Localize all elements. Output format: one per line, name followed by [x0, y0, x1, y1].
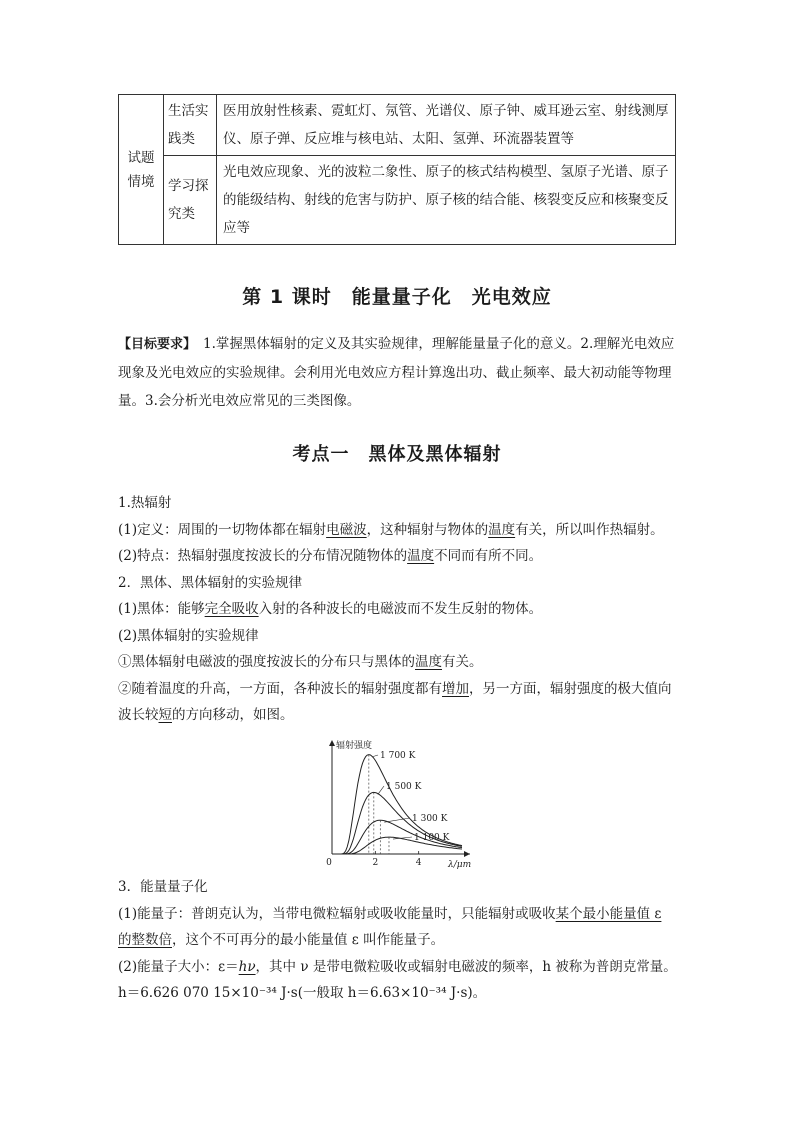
text-run: 入射的各种波长的电磁波而不发生反射的物体。	[258, 601, 543, 617]
context-table	[118, 94, 676, 245]
answer-underline: 某个最小能量值 ε 的整数倍	[118, 905, 662, 948]
x-tick-label: 2	[372, 858, 379, 868]
category-cell	[164, 95, 217, 156]
text-run: 有关，所以叫作热辐射。	[515, 521, 664, 538]
answer-underline: 温度	[488, 521, 516, 538]
heading-blackbody: 2．黑体、黑体辐射的实验规律	[118, 574, 303, 591]
section-body-1	[118, 490, 678, 729]
text-run: ①黑体辐射电磁波的强度按波长的分布只与黑体的	[118, 654, 415, 670]
text-run: (1)黑体：能够	[118, 601, 205, 617]
text-run: (1)能量子：普朗克认为，当带电微粒辐射或吸收能量时，只能辐射或吸收	[118, 905, 556, 922]
paragraph-quantum	[118, 901, 678, 954]
text-run: ②随着温度的升高，一方面，各种波长的辐射强度都有	[118, 680, 442, 697]
text-run: 不同而有所不同。	[434, 548, 543, 564]
category-label: 生活实践类	[168, 103, 209, 147]
content-text: 光电效应现象、光的波粒二象性、原子的核式结构模型、氢原子光谱、原子的能级结构、射线的危害与防护、原子核的结合能、核裂变反应和核聚变反应等	[223, 164, 669, 236]
label-leader-1	[378, 786, 384, 794]
text-run: (2)能量子大小：ε＝	[118, 958, 239, 975]
content-text: 医用放射性核素、霓虹灯、氖管、光谱仪、原子钟、威耳逊云室、射线测厚仪、原子弹、反应堆与核电站、太阳、氢弹、环流器装置等	[223, 103, 669, 147]
answer-underline: 电磁波	[326, 521, 367, 538]
series-label: 1 300 K	[412, 814, 448, 824]
table-row	[119, 95, 676, 156]
paragraph-planck-constant: h＝6.626 070 15×10⁻³⁴ J·s(一般取 h＝6.63×10⁻³⁴ J·s)。	[118, 985, 487, 1001]
paragraph-definition	[118, 517, 678, 544]
text-run: 有关。	[442, 654, 483, 670]
y-axis-arrow	[329, 740, 335, 746]
text-run: (2)特点：热辐射强度按波长的分布情况随物体的	[118, 548, 408, 564]
blackbody-radiation-chart	[318, 736, 478, 870]
x-axis-arrow	[464, 851, 470, 857]
text-run: ，另一方面，辐射强度的极大值向波长较	[118, 680, 672, 723]
series-label: 1 500 K	[386, 782, 422, 792]
answer-underline: 增加	[442, 680, 469, 697]
x-tick-label: 0	[326, 858, 332, 868]
paragraph-blackbody	[118, 596, 678, 623]
content-cell	[217, 95, 676, 156]
text-run: 的方向移动，如图。	[172, 707, 294, 723]
goal-tag: 【目标要求】	[118, 337, 190, 352]
paragraph-law-2	[118, 676, 678, 729]
answer-underline: 温度	[415, 654, 442, 670]
heading-thermal-radiation: 1.热辐射	[118, 495, 172, 511]
text-run: (1)定义：周围的一切物体都在辐射	[118, 521, 327, 538]
x-axis-label: λ/μm	[448, 860, 472, 870]
group-label-cell	[119, 95, 164, 245]
paragraph-feature	[118, 543, 678, 570]
series-label: 1 100 K	[414, 833, 450, 843]
y-axis-label: 辐射强度	[336, 741, 373, 751]
table-row	[119, 156, 676, 245]
text-run: ，这个不可再分的最小能量值 ε 叫作能量子。	[172, 932, 445, 948]
answer-underline: hν	[238, 958, 256, 975]
content-cell	[217, 156, 676, 245]
paragraph-quantum-size	[118, 954, 678, 981]
text-run: ，这种辐射与物体的	[366, 521, 489, 538]
answer-underline: 完全吸收	[204, 601, 259, 617]
answer-underline: 短	[158, 707, 172, 723]
category-cell	[164, 156, 217, 245]
lesson-title: 第 1 课时 能量量子化 光电效应	[242, 286, 552, 308]
text-run: ，其中 ν 是带电微粒吸收或辐射电磁波的频率，h 被称为普朗克常量。	[255, 958, 677, 975]
learning-goals	[118, 330, 678, 415]
series-label: 1 700 K	[380, 751, 416, 761]
x-tick-label: 4	[415, 858, 422, 868]
label-leader-0	[373, 755, 378, 757]
heading-quantization: 3．能量量子化	[118, 879, 208, 895]
answer-underline: 温度	[407, 548, 435, 564]
category-label: 学习探究类	[168, 178, 209, 222]
chart-svg	[318, 736, 478, 870]
goal-text: 1.掌握黑体辐射的定义及其实验规律，理解能量量子化的意义。2.理解光电效应现象及光电效应的实验规律。会利用光电效应方程计算逸出功、截止频率、最大初动能等物理量。3.会分析光电效应常见的三类图像。	[118, 336, 675, 409]
paragraph-law: (2)黑体辐射的实验规律	[118, 627, 259, 644]
paragraph-law-1	[118, 649, 678, 676]
section-body-3	[118, 874, 678, 1007]
section-title: 考点一 黑体及黑体辐射	[292, 444, 502, 465]
group-label: 试题情境	[127, 149, 155, 190]
